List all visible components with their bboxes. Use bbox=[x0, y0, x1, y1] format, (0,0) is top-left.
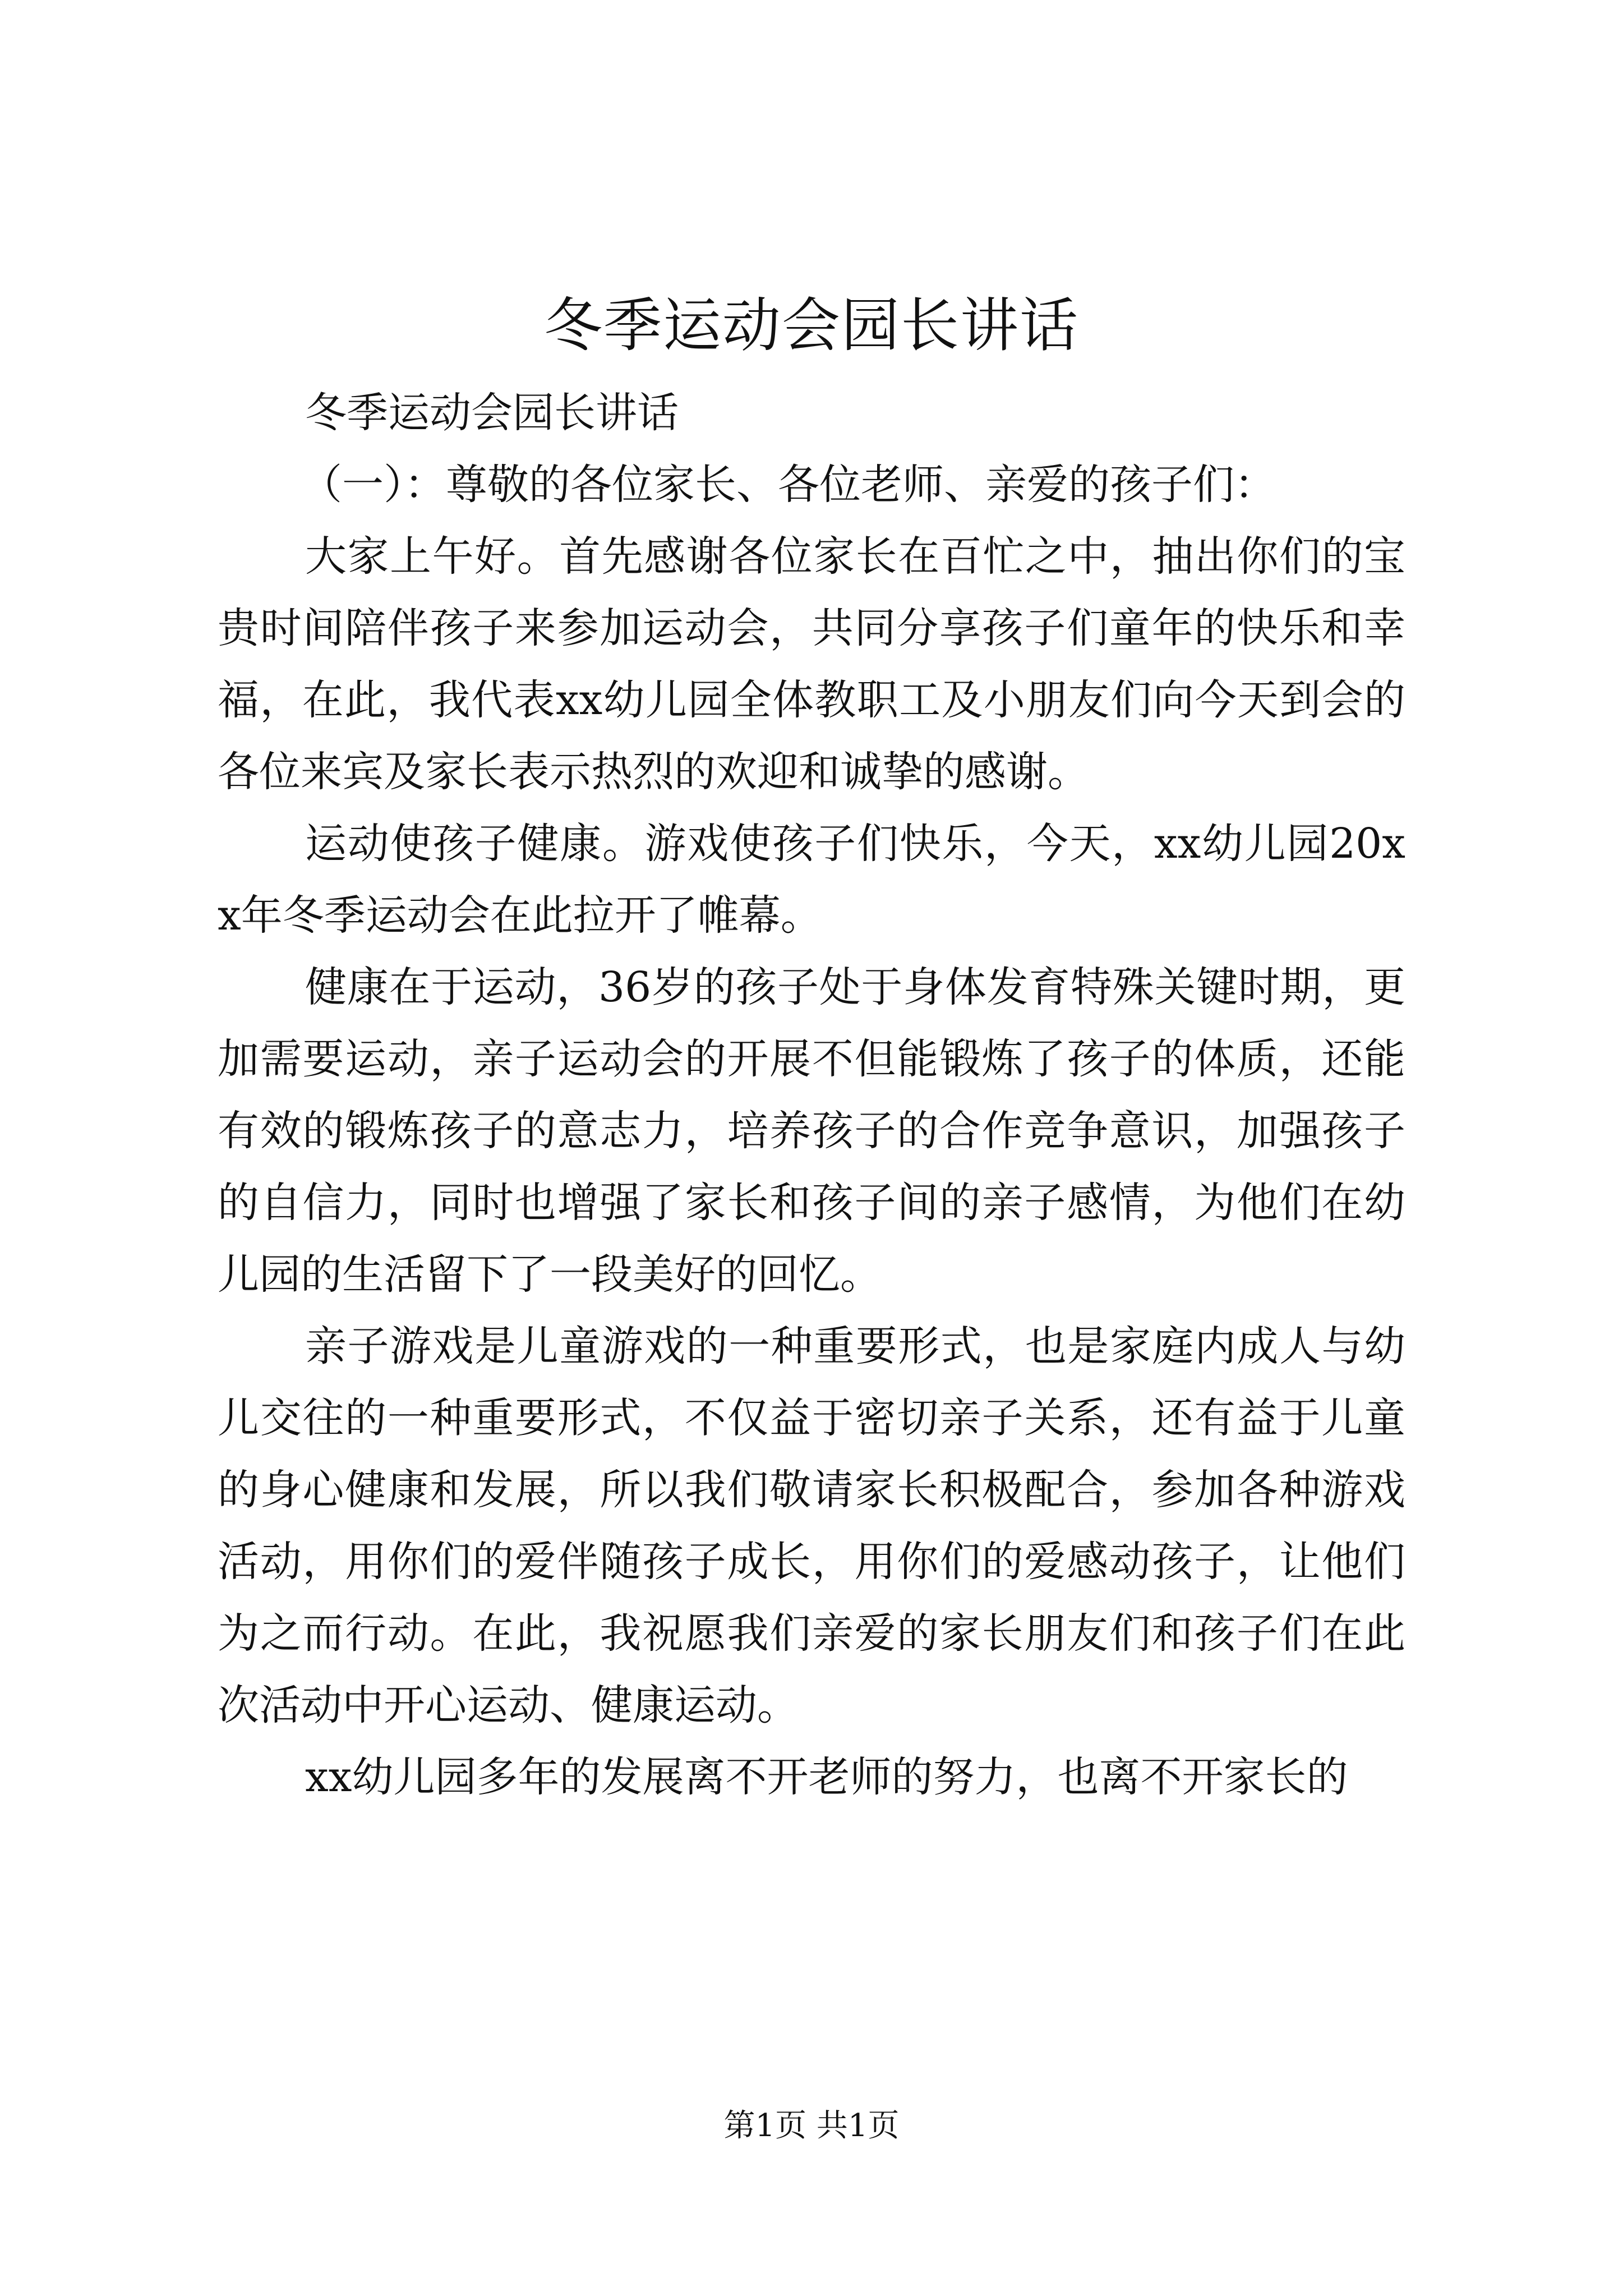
document-title: 冬季运动会园长讲话 bbox=[543, 291, 1079, 360]
body-paragraph: 运动使孩子健康。游戏使孩子们快乐，今天，xx幼儿园20xx年冬季运动会在此拉开了帷幕。 bbox=[218, 820, 1405, 940]
salutation-paragraph: （一）：尊敬的各位家长、各位老师、亲爱的孩子们： bbox=[301, 461, 1276, 509]
subtitle-paragraph: 冬季运动会园长讲话 bbox=[305, 389, 679, 437]
body-paragraph: xx幼儿园多年的发展离不开老师的努力，也离不开家长的 bbox=[305, 1753, 1348, 1801]
document-body bbox=[218, 377, 1405, 1813]
body-paragraph: 亲子游戏是儿童游戏的一种重要形式，也是家庭内成人与幼儿交往的一种重要形式，不仅益于密切亲子关系，还有益于儿童的身心健康和发展，所以我们敬请家长积极配合，参加各种游戏活动，用你们的爱伴随孩子成长，用你们的爱感动孩子，让他们为之而行动。在此，我祝愿我们亲爱的家长朋友们和孩子们在此次活动中开心运动、健康运动。 bbox=[218, 1322, 1405, 1729]
page-number-footer: 第1页 共1页 bbox=[723, 2108, 900, 2144]
body-paragraph: 大家上午好。首先感谢各位家长在百忙之中，抽出你们的宝贵时间陪伴孩子来参加运动会，共同分享孩子们童年的快乐和幸福，在此，我代表xx幼儿园全体教职工及小朋友们向今天到会的各位来宾及家长表示热烈的欢迎和诚挚的感谢。 bbox=[218, 532, 1405, 796]
body-paragraph: 健康在于运动，36岁的孩子处于身体发育特殊关键时期，更加需要运动，亲子运动会的开展不但能锻炼了孩子的体质，还能有效的锻炼孩子的意志力，培养孩子的合作竞争意识，加强孩子的自信力，同时也增强了家长和孩子间的亲子感情，为他们在幼儿园的生活留下了一段美好的回忆。 bbox=[218, 963, 1405, 1299]
